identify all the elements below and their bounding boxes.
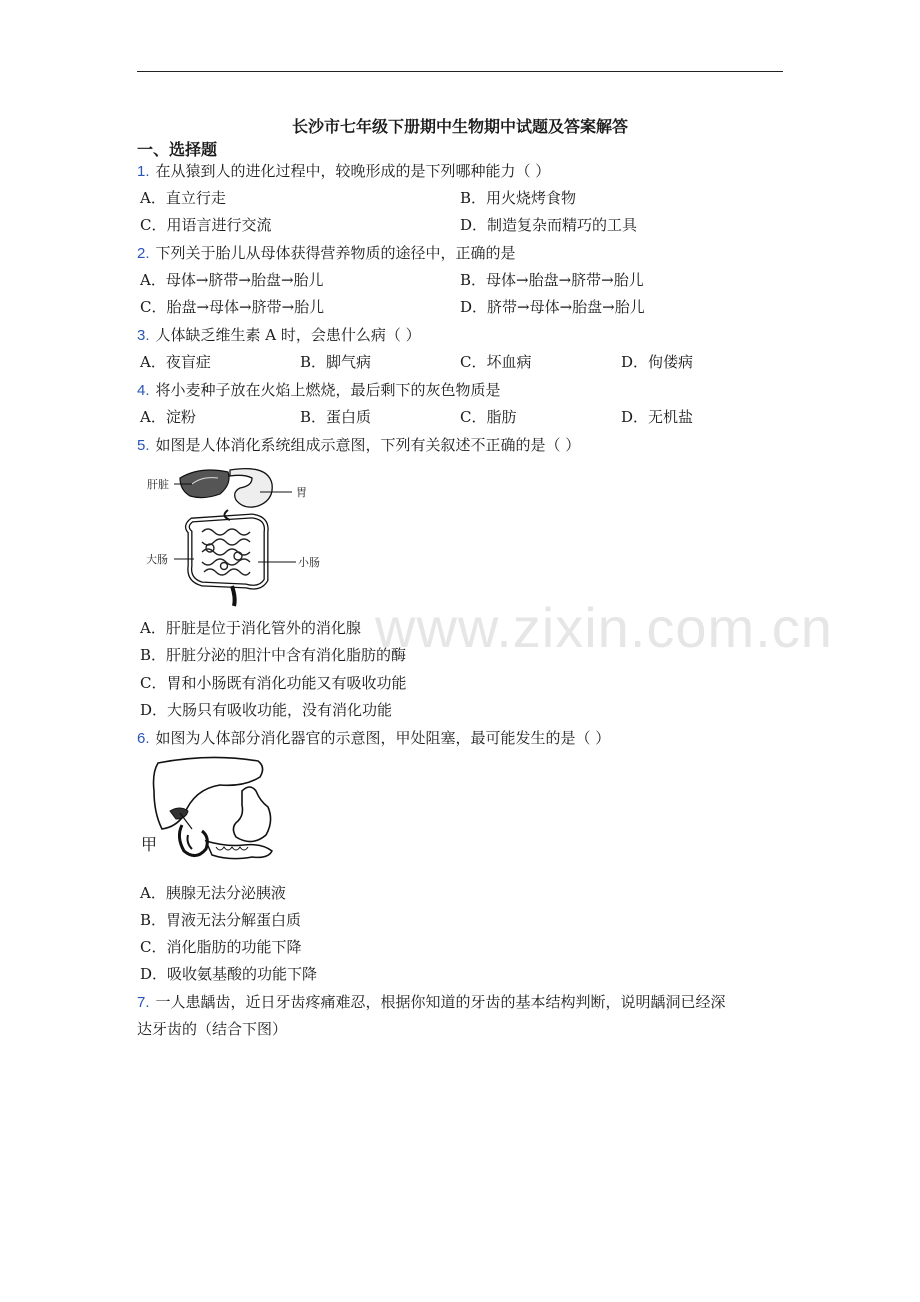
digestive-system-figure [140,462,340,610]
question-2 [137,243,516,264]
option-d: D．佝偻病 [621,353,694,371]
option-c: C．脂肪 [460,408,517,426]
option-a: A．胰腺无法分泌胰液 [140,884,286,902]
question-number: 4. [137,382,150,399]
option-c: C．消化脂肪的功能下降 [140,938,302,956]
option-a: A．夜盲症 [140,353,211,371]
question-text: 下列关于胎儿从母体获得营养物质的途径中，正确的是 [155,244,516,262]
question-number: 2. [137,245,150,262]
option-d: D．脐带→母体→胎盘→胎儿 [460,298,645,316]
question-text: 将小麦种子放在火焰上燃烧，最后剩下的灰色物质是 [155,381,501,399]
digestive-organs-figure [140,755,280,873]
pancreas-outline [206,841,272,859]
question-text: 如图是人体消化系统组成示意图，下列有关叙述不正确的是（ ） [155,436,581,454]
option-b: B．蛋白质 [300,408,372,426]
question-number: 6. [137,730,150,747]
page-title: 长沙市七年级下册期中生物期中试题及答案解答 [291,117,628,136]
liver-outline [154,757,263,829]
watermark: www.zixin.com.cn [375,596,833,659]
option-c: C．用语言进行交流 [140,216,272,234]
question-1 [137,161,550,182]
question-7 [137,992,726,1013]
question-number: 3. [137,327,150,344]
option-b: B．脚气病 [300,353,372,371]
stomach-outline [233,787,270,842]
option-a: A．母体→脐带→胎盘→胎儿 [140,271,324,289]
figure-label-jia: 甲 [141,835,158,854]
header-rule [137,71,783,72]
option-a: A．淀粉 [140,408,196,426]
option-b: B．胃液无法分解蛋白质 [140,911,302,929]
option-c: C．胎盘→母体→脐带→胎儿 [140,298,325,316]
question-text: 人体缺乏维生素 A 时，会患什么病（ ） [155,326,421,344]
question-number: 7. [137,994,150,1011]
section-heading: 一、选择题 [137,140,218,159]
option-a: A．肝脏是位于消化管外的消化腺 [140,619,361,637]
option-b: B．肝脏分泌的胆汁中含有消化脂肪的酶 [140,646,407,664]
question-number: 5. [137,437,150,454]
option-d: D．制造复杂而精巧的工具 [460,216,638,234]
stomach-shape [230,469,272,508]
question-7-continued: 达牙齿的（结合下图） [137,1020,288,1038]
question-text: 在从猿到人的进化过程中，较晚形成的是下列哪种能力（ ） [155,162,551,180]
figure-label-large-intestine: 大肠 [146,553,168,566]
option-c: C．胃和小肠既有消化功能又有吸收功能 [140,674,407,692]
option-c: C．坏血病 [460,353,532,371]
option-d: D．吸收氨基酸的功能下降 [140,965,318,983]
option-d: D．大肠只有吸收功能，没有消化功能 [140,701,393,719]
option-b: B．母体→胎盘→脐带→胎儿 [460,271,644,289]
small-intestine-shape [202,529,250,575]
question-text: 一人患龋齿，近日牙齿疼痛难忍，根据你知道的牙齿的基本结构判断，说明龋洞已经深 [155,993,726,1011]
question-number: 1. [137,163,150,180]
option-b: B．用火烧烤食物 [460,189,577,207]
question-5 [137,435,580,456]
option-d: D．无机盐 [621,408,694,426]
figure-label-stomach: 胃 [296,486,307,499]
figure-label-small-intestine: 小肠 [298,556,320,569]
figure-label-liver: 肝脏 [147,478,169,491]
question-3 [137,325,421,346]
option-a: A．直立行走 [140,189,226,207]
question-6 [137,728,610,749]
question-4 [137,380,501,401]
question-text: 如图为人体部分消化器官的示意图，甲处阻塞，最可能发生的是（ ） [155,729,611,747]
